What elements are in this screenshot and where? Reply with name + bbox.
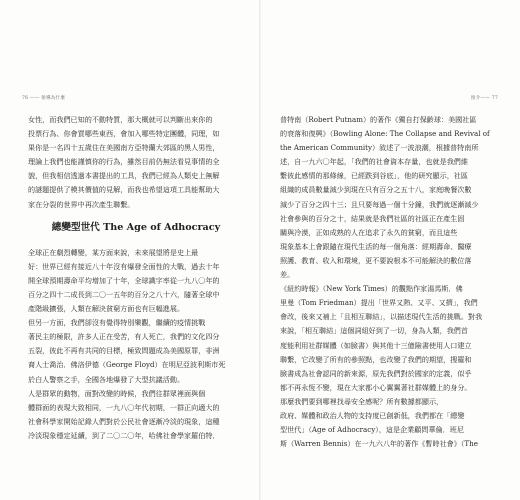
body-line: 的謎題提供了模其價值的見解，而我也希望這項工具能幫助大 (28, 185, 220, 195)
body-line: 來說，「相互聯結」這個詞組好到了一切，身為人類，我們首 (280, 326, 468, 336)
body-line: 貌，但我相信透過本書提出的工具，我們已經為人類史上無解 (28, 171, 220, 181)
body-line: 社會科學家開始記錄人們對於公民社會逐漸冷淡的現象，這種 (28, 416, 220, 426)
body-line: 現象基本上會跟隨在現代生活的每一個角落：經期壽命、醫療 (280, 241, 472, 251)
body-line: 聯繫，它改變了所有的參照點，也改變了我們的期望，搜羅和 (280, 354, 472, 364)
body-line: 述，自一九六〇年起，「我們的社會資本存量，也就是我們維 (280, 157, 468, 167)
body-line: 全球正在劇烈轉變，某方面來說，未來展望將是史上最 (28, 247, 199, 257)
left-page (0, 0, 259, 500)
body-line: 冷淡現象穩定延續，到了二〇二〇年，哈佛社會學家羅伯特． (28, 430, 220, 440)
section-heading: 總變型世代 The Age of Adhocracy (51, 221, 221, 233)
body-line: 開全球預期壽命平均增加了十年，全球識字率從一九八〇年的 (28, 275, 220, 285)
body-line: 著民主的極限，許多人正在受苦，有人死亡，我們的文化四分 (28, 332, 220, 342)
body-line: 政府、媒體和政治人物的支持度已創新低，我們都在「總變 (280, 410, 465, 420)
body-line: 里曼（Tom Friedman）提出「世界又熱、又平、又擠」，我們 (280, 298, 478, 308)
body-line: 照護、教育、收入和環境，更不要說根本不可能解決的數位落 (280, 255, 472, 265)
body-line: 減少了百分之四十三；且只要每過一個十分鐘，我們就逐漸減少 (280, 199, 479, 209)
body-line: 產階級擴張，人類在解決貧窮方面也有巨幅進展。 (28, 304, 185, 314)
body-line: 會改，後來又補上「且相互聯結」，以描述現代生活的挑戰。對我 (280, 312, 483, 322)
body-line: 於白人警察之手，全國各地爆發了大型抗議活動。 (28, 374, 185, 384)
body-line: 體群面的表現大致相同，一九八〇年代初期，一群正向適大的 (28, 402, 220, 412)
body-line: 《紐約時報》（New York Times）的觀點作家湯馬斯．佛 (280, 284, 463, 294)
body-line: 度能利用社群媒體（如臉書）與其他十三億險書使用人口建立 (280, 340, 472, 350)
body-line: 百分之四十二成長到二〇一五年的百分之八十六，隨著全球中 (28, 289, 220, 299)
body-line: 普特南（Robert Putnam）的著作《獨自打保齡球：美國社區 (280, 115, 477, 124)
body-line: 五裂，彼此不再有共同的目標，極致問題成為美國原罪，非洲 (28, 346, 220, 356)
body-line: 臉書成為社會認同的新來源，原先我們對於國家的定義，似乎 (280, 368, 472, 378)
body-line: 斯（Warren Bennis）在一九六八年的著作《暫時社會》（The (280, 439, 478, 449)
body-line: 的衰落和復興》（Bowling Alone: The Collapse and Revival of (280, 129, 490, 139)
body-line: 女性，而我們已知的不動特質，那大概就可以判斷出來你的 (28, 115, 213, 124)
body-line: 但另一方面，我們卻沒有覺得特別樂觀，繼續的疫情挑戰 (28, 318, 206, 328)
body-line: 繫彼此感情的那條線，已經跌到谷底」，他的研究顯示，社區 (280, 171, 468, 181)
body-line: 理論上我們也能謹慎你的行為，雖然目前仍無法看見事情的全 (28, 157, 220, 167)
body-line: 那麼我們要到哪裡找尋安全感呢？所有數據都顯示， (280, 396, 444, 406)
body-line: 投票行為、你會買哪些東西，會加入哪些特定團體，同理，如 (28, 129, 220, 139)
right-page (261, 0, 520, 500)
body-line: 好：世界已經有接近八十年沒有爆發全面性的大戰，過去十年 (28, 261, 220, 271)
body-line: 家在分裂的世界中再次產生聯繫。 (28, 199, 135, 209)
body-line: 都不再永恆不變，現在大家都小心翼翼著社群媒體上的身分。 (280, 382, 472, 392)
body-line: 人是群眾的動物，面對改變的時候，我們往群眾裡面與個 (28, 388, 206, 398)
body-line: 差。 (280, 270, 295, 280)
left-text-block (28, 113, 244, 443)
left-running-head: 76 —— 領導為什麼 (22, 96, 66, 101)
right-text-block (280, 113, 496, 451)
body-line: 社會參與的百分之十，結果就是我們社區的社區正在產生固 (280, 213, 465, 223)
body-line: 裔人士喬治．佛洛伊德（George Floyd）在明尼亞波利斯市死 (28, 360, 226, 370)
body-line: the American Community）敘述了一波浪潮，根據普特南所 (280, 143, 479, 153)
body-line: 組織的成員數量減少到現在只有百分之五十八，家庭晚餐次數 (280, 185, 472, 195)
body-line: 果你是一名四十五歲住在美國南方亞特蘭大郊區的黑人男性， (28, 143, 220, 153)
body-line: 型世代」（Age of Adhocracy），這是企業顧問華倫．班尼 (280, 425, 464, 435)
right-running-head: 推介—— 77 (470, 96, 498, 101)
body-line: 關與冷漠，正如成熟的人在追求了永久的貧窮，而且這些 (280, 227, 458, 237)
